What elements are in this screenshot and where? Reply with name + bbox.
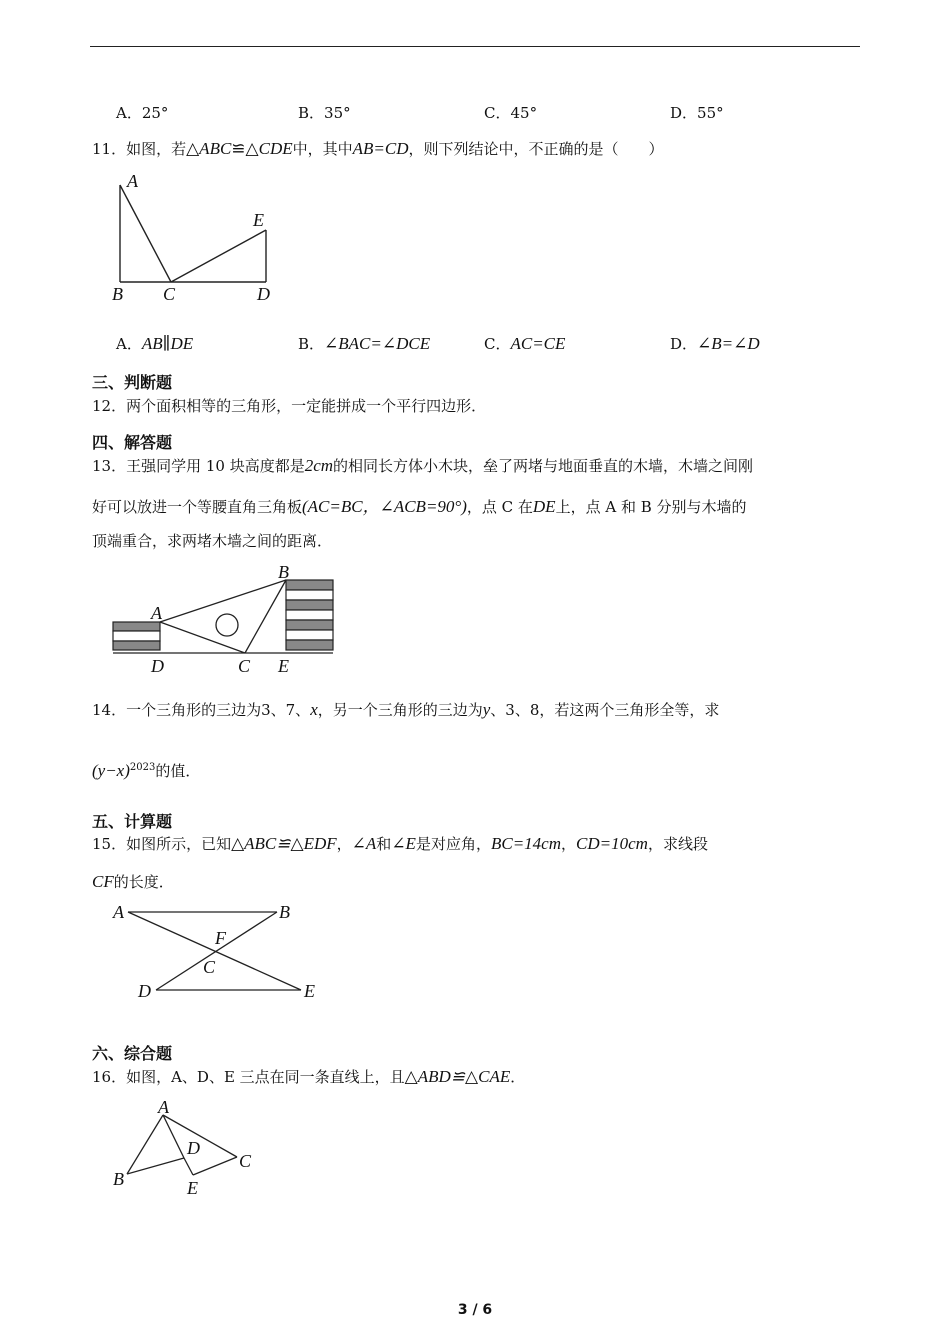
q10-option-a: A．25° xyxy=(116,104,169,122)
q11-stem: 11．如图，若△ABC≌△CDE中，其中AB=CD，则下列结论中，不正确的是（ ） xyxy=(92,139,664,158)
q11-label-c: C xyxy=(163,284,176,304)
q16-label-d: D xyxy=(187,1138,200,1158)
q16-line1: 16．如图，A、D、E 三点在同一条直线上，且△ABD≌△CAE． xyxy=(92,1067,526,1086)
q11-label-a: A xyxy=(127,171,138,191)
q16-label-c: C xyxy=(239,1151,252,1171)
q11-label-d: D xyxy=(257,284,270,304)
q15-line2: CF的长度． xyxy=(92,872,174,891)
q11-figure xyxy=(100,168,290,308)
q10-option-b: B．35° xyxy=(298,104,351,122)
q16-label-e: E xyxy=(187,1178,198,1198)
q15-figure xyxy=(105,898,335,1008)
q10-option-c: C．45° xyxy=(484,104,538,122)
q11-option-b: B．∠BAC=∠DCE xyxy=(298,334,431,353)
q15-line1: 15．如图所示，已知△ABC≌△EDF，∠A和∠E是对应角，BC=14cm，CD=10cm，求线段 xyxy=(92,834,708,853)
q15-label-a: A xyxy=(113,902,124,922)
q13-label-d: D xyxy=(151,656,164,676)
q11-label-e: E xyxy=(253,210,264,230)
q13-line1: 13．王强同学用 10 块高度都是2cm的相同长方体小木块，垒了两堵与地面垂直的木墙，木墙之间刚 xyxy=(92,456,754,475)
section-heading-calculation: 五、计算题 xyxy=(92,812,173,831)
q14-line1: 14．一个三角形的三边为3、7、x，另一个三角形的三边为y、3、8，若这两个三角形全等，求 xyxy=(92,700,720,719)
q13-label-e: E xyxy=(278,656,289,676)
q11-label-b: B xyxy=(112,284,123,304)
q13-line2: 好可以放进一个等腰直角三角板(AC=BC，∠ACB=90°)，点 C 在DE上，点 A 和 B 分别与木墙的 xyxy=(92,497,747,516)
q13-label-a: A xyxy=(151,603,162,623)
q11-option-c: C．AC=CE xyxy=(484,334,566,353)
q11-option-d: D．∠B=∠D xyxy=(670,334,760,353)
header-rule xyxy=(90,46,860,47)
q16-figure xyxy=(105,1095,265,1205)
section-heading-judgment: 三、判断题 xyxy=(92,373,173,392)
q15-label-d: D xyxy=(138,981,151,1001)
q13-label-c: C xyxy=(238,656,251,676)
q15-label-f: F xyxy=(215,928,226,948)
q14-line2: $(y-x)^{2023}$的值． xyxy=(92,761,201,780)
section-heading-solution: 四、解答题 xyxy=(92,433,173,452)
q15-label-b: B xyxy=(279,902,290,922)
q15-label-c: C xyxy=(203,957,216,977)
q13-line3: 顶端重合，求两堵木墙之间的距离． xyxy=(92,532,333,550)
q13-label-b: B xyxy=(278,562,289,582)
q13-figure xyxy=(105,560,345,678)
section-heading-comprehensive: 六、综合题 xyxy=(92,1044,173,1063)
q11-option-a: A．AB∥DE xyxy=(116,334,194,353)
q12-text: 12．两个面积相等的三角形，一定能拼成一个平行四边形． xyxy=(92,397,487,415)
page-number: 3 / 6 xyxy=(457,1302,493,1318)
q16-label-b: B xyxy=(113,1169,124,1189)
q15-label-e: E xyxy=(304,981,315,1001)
q16-label-a: A xyxy=(158,1097,169,1117)
q10-option-d: D．55° xyxy=(670,104,724,122)
